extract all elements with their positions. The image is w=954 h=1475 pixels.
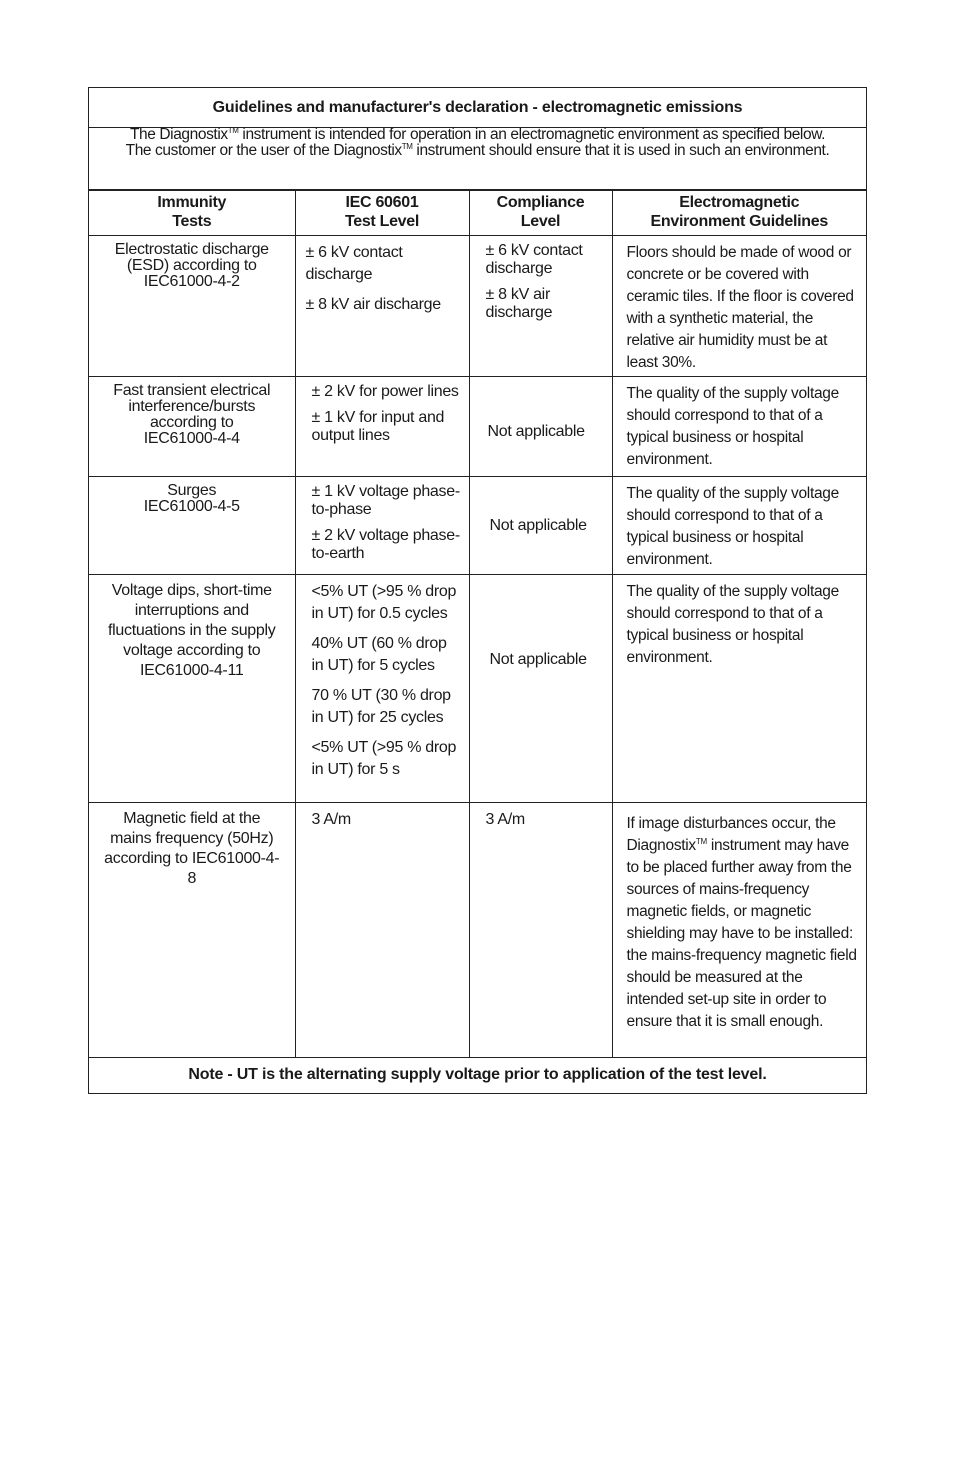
intro-text [89, 127, 866, 190]
immunity-test-cell: Electrostatic discharge (ESD) according to IEC61000-4-2 [89, 236, 295, 377]
guideline-cell: The quality of the supply voltage should correspond to that of a typical business or hospital environment. [612, 377, 866, 477]
guideline-cell: The quality of the supply voltage should correspond to that of a typical business or hospital environment. [612, 575, 866, 803]
test-level-cell: 3 A/m [295, 803, 469, 1058]
guideline-cell: Floors should be made of wood or concrete or be covered with ceramic tiles. If the floor is covered with a synthetic material, the relative air humidity must be at least 30%. [612, 236, 866, 377]
header-row [89, 191, 866, 236]
table-row [89, 803, 866, 1058]
immunity-test-cell: Voltage dips, short-time interruptions and fluctuations in the supply voltage according to IEC61000-4-11 [89, 575, 295, 803]
header-immunity-tests: Immunity Tests [89, 191, 295, 236]
table-title: Guidelines and manufacturer's declaration - electromagnetic emissions [89, 88, 866, 128]
immunity-table [89, 190, 866, 1058]
guideline-cell: If image disturbances occur, the Diagnostix™ instrument may have to be placed further away from the sources of mains-frequency magnetic fields, or magnetic shielding may have to be installed: the mains-frequency magnetic field should be measured at the intended set-up site in order to ensure that it is small enough. [612, 803, 866, 1058]
test-level-cell: ± 1 kV voltage phase-to-phase ± 2 kV voltage phase-to-earth [295, 477, 469, 575]
table-row [89, 377, 866, 477]
table-row [89, 477, 866, 575]
immunity-test-cell: Surges IEC61000-4-5 [89, 477, 295, 575]
emc-declaration-table [88, 87, 867, 1094]
trademark-mark: TM [401, 142, 413, 151]
table-row [89, 575, 866, 803]
table-note: Note - UT is the alternating supply voltage prior to application of the test level. [188, 1065, 767, 1083]
header-compliance-level: Compliance Level [469, 191, 612, 236]
immunity-test-cell: Fast transient electrical interference/bursts according to IEC61000-4-4 [89, 377, 295, 477]
compliance-level-cell: ± 6 kV contact discharge ± 8 kV air discharge [469, 236, 612, 377]
test-level-cell: <5% UT (>95 % drop in UT) for 0.5 cycles 40% UT (60 % drop in UT) for 5 cycles 70 % UT (30 % drop in UT) for 25 cycles <5% UT (>95 % drop in UT) for 5 s [295, 575, 469, 803]
test-level-cell: ± 2 kV for power lines ± 1 kV for input and output lines [295, 377, 469, 477]
compliance-level-cell: Not applicable [469, 575, 612, 803]
immunity-test-cell: Magnetic field at the mains frequency (50Hz) according to IEC61000-4-8 [89, 803, 295, 1058]
guideline-cell: The quality of the supply voltage should correspond to that of a typical business or hospital environment. [612, 477, 866, 575]
trademark-mark: TM [227, 126, 239, 135]
compliance-level-cell: Not applicable [469, 477, 612, 575]
compliance-level-cell: Not applicable [469, 377, 612, 477]
header-environment-guidelines: Electromagnetic Environment Guidelines [612, 191, 866, 236]
intro-line-2: The customer or the user of the Diagnostix™ instrument should ensure that it is used in such an environment. [125, 142, 830, 159]
table-row [89, 236, 866, 377]
header-test-level: IEC 60601 Test Level [295, 191, 469, 236]
intro-line-1: The Diagnostix™ instrument is intended for operation in an electromagnetic environment as specified below. [129, 126, 826, 143]
test-level-cell: ± 6 kV contact discharge ± 8 kV air discharge [295, 236, 469, 377]
trademark-mark: TM [695, 837, 707, 846]
compliance-level-cell: 3 A/m [469, 803, 612, 1058]
